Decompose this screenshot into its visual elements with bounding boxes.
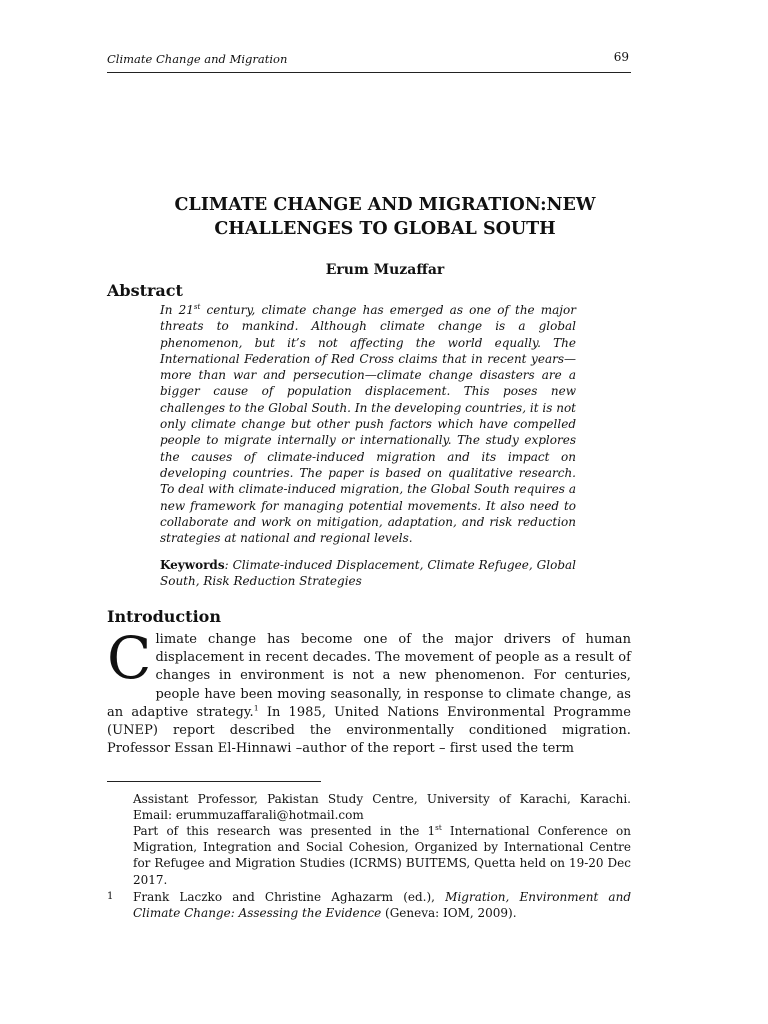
running-header (107, 50, 631, 73)
article-title (107, 193, 663, 241)
footnote-1-authors: Frank Laczko and Christine Aghazarm (ed.), (133, 890, 446, 904)
footnote-1-title: Migration, Environment and Climate Change: Assessing the Evidence (133, 890, 631, 921)
running-title: Climate Change and Migration (107, 52, 288, 66)
keywords (160, 557, 576, 590)
abstract-heading: Abstract (107, 281, 183, 300)
keywords-label: Keywords (160, 558, 225, 572)
footnote-conference-sup: st (435, 823, 442, 832)
drop-cap: C (107, 624, 152, 692)
author-name: Erum Muzaffar (325, 262, 445, 278)
abstract-text-start: In 21 (160, 303, 194, 317)
footnote-1 (133, 889, 631, 921)
abstract-text-rest: century, climate change has emerged as one of the major threats to mankind. Although climate change is a global phenomenon, but it’s not affecting the world equally. The International Federation of Red Cross claims that in recent years—more than war and persecution—climate change disasters are a bigger cause of population displacement. This poses new challenges to the Global South. In the developing countries, it is not only climate change but other push factors which have compelled people to migrate internally or internationally. The study explores the causes of climate-induced migration and its impact on developing countries. The paper is based on qualitative research. To deal with climate-induced migration, the Global South requires a new framework for managing potential movements. It also need to collaborate and work on mitigation, adaptation, and risk reduction strategies at national and regional levels. (160, 303, 576, 546)
abstract-ordinal-sup: st (193, 302, 201, 311)
footnote-1-publication: (Geneva: IOM, 2009). (381, 906, 517, 921)
footnote-affiliation: Assistant Professor, Pakistan Study Centre, University of Karachi, Karachi. Email: erummuzaffarali@hotmail.com (133, 792, 631, 823)
footnote-1-marker: 1 (107, 891, 114, 902)
footnote-reference-1[interactable]: 1 (253, 703, 259, 713)
footnote-separator (107, 781, 321, 782)
abstract-text (160, 302, 576, 546)
introduction-text-part-2: In 1985, United Nations Environmental Programme (UNEP) report described the environmentally conditioned migration. Professor Essan El-Hinnawi –author of the report – first used the term (107, 704, 631, 757)
footnote-conference-rest: International Conference on Migration, Integration and Social Cohesion, Organized by International Centre for Refugee and Migration Studies (ICRMS) BUITEMS, Quetta held on 19-20 Dec 2017. (133, 824, 631, 887)
introduction-heading: Introduction (107, 607, 221, 626)
introduction-text-part-1: limate change has become one of the major drivers of human displacement in recent decades. The movement of people as a result of changes in environment is not a new phenomenon. For centuries, people have been moving seasonally, in response to climate change, as an adaptive strategy. (107, 632, 631, 720)
keywords-text: : Climate-induced Displacement, Climate Refugee, Global South, Risk Reduction Strategies (160, 558, 576, 589)
footnote-conference (133, 823, 631, 888)
introduction-paragraph (107, 624, 631, 758)
article-title-line-1: CLIMATE CHANGE AND MIGRATION:NEW (174, 195, 596, 215)
footnote-conference-start: Part of this research was presented in the 1 (133, 824, 436, 838)
page-number: 69 (613, 50, 629, 64)
article-title-line-2: CHALLENGES TO GLOBAL SOUTH (214, 219, 556, 239)
